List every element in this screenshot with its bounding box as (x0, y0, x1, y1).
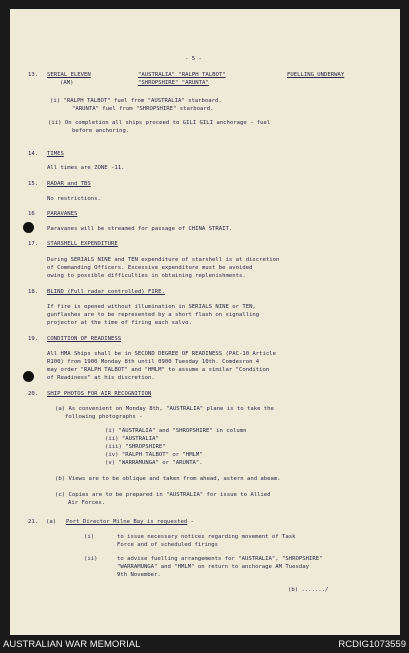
section-18-line2: gunflashes are to be represented by a short flash on signalling (47, 312, 260, 318)
section-14-title: TIMES (47, 151, 64, 157)
photo-item: (iii) "SHROPSHIRE" (105, 444, 166, 450)
section-19-line2: R100) from 1900 Monday 8th until 0900 Tuesday 10th. Comdesron 4 (47, 359, 260, 365)
section-16-title: PARAVANES (47, 211, 78, 217)
section-17-title: STARSHELL EXPENDITURE (47, 241, 118, 247)
section-13-number: 13. (28, 72, 39, 78)
section-20-title: SHIP PHOTOS FOR AIR RECOGNITION (47, 391, 152, 397)
section-17-number: 17. (28, 241, 39, 247)
section-20-a-line2: following photographs - (65, 414, 143, 420)
punch-hole (23, 371, 34, 382)
section-21-ii-line3: 9th November. (117, 572, 161, 578)
section-21-ii-line2: "WARRAMUNGA" and "HMLM" on return to anchorage AM Tuesday (117, 564, 309, 570)
section-19-line4: of Readiness" at his discretion. (47, 375, 155, 381)
footer-reference: RCDIG1073559 (338, 639, 406, 650)
section-21-a: (a) (46, 519, 57, 525)
section-13-heading-right: FUELLING UNDERWAY (287, 72, 345, 78)
section-13-item-ii-line1: (ii) On completion all ships proceed to GILI GILI anchorage - fuel (48, 120, 271, 126)
section-20-number: 20. (28, 391, 39, 397)
footer-source: AUSTRALIAN WAR MEMORIAL (3, 639, 141, 650)
section-21-dash: - (187, 519, 194, 525)
section-13-ships-bottom: "SHROPSHIRE" "ARUNTA" (138, 80, 209, 86)
section-16-number: 16 (28, 211, 35, 217)
section-17-line1: During SERIALS NINE and TEN expenditure of starshell is at discretion (47, 257, 280, 263)
section-16-text: Paravanes will be streamed for passage of CHINA STRAIT. (47, 226, 233, 232)
section-21-i-line2: Force and of scheduled firings (117, 542, 219, 548)
section-18-line3: projector at the time of firing each salvo. (47, 320, 192, 326)
photo-item: (ii) "AUSTRALIA" (105, 436, 159, 442)
section-19-number: 19. (28, 336, 39, 342)
section-13-title: SERIAL ELEVEN (47, 72, 91, 78)
section-19-line3: may order "RALPH TALBOT" and "HMLM" to assume a similar "Condition (47, 367, 270, 373)
section-15-number: 15. (28, 181, 39, 187)
section-20-b: (b) Views are to be oblique and taken from ahead, astern and abeam. (55, 476, 281, 482)
page-number: - 5 - (185, 56, 202, 62)
section-21-number: 21. (28, 519, 39, 525)
document-page (10, 9, 400, 635)
section-15-title: RADAR and TBS (47, 181, 91, 187)
section-14-number: 14. (28, 151, 39, 157)
section-18-title: BLIND (Full radar controlled) FIRE. (47, 289, 165, 295)
section-21-i-line1: to issue necessary notices regarding movement of Task (117, 534, 296, 540)
section-20-c-line2: Air Forces. (68, 500, 106, 506)
section-18-line1: If fire is opened without illumination in SERIALS NINE or TEN, (47, 304, 256, 310)
section-21-i-label: (i) (84, 534, 95, 540)
section-21-title (66, 519, 194, 526)
section-21-title-text: Port Director Milne Bay is requested (66, 519, 188, 525)
section-15-text: No restrictions. (47, 196, 101, 202)
section-21-ii-label: (ii) (84, 556, 98, 562)
section-13-item-i-line1: (i) "RALPH TALBOT" fuel from "AUSTRALIA" starboard. (50, 98, 222, 104)
punch-hole (23, 222, 34, 233)
section-20-c-line1: (c) Copies are to be prepared in "AUSTRALIA" for issue to Allied (55, 492, 271, 498)
photo-item: (v) "WARRAMUNGA" or "ARUNTA". (105, 460, 203, 466)
section-13-item-ii-line2: before anchoring. (72, 128, 130, 134)
photo-item: (i) "AUSTRALIA" and "SHROPSHIRE" in column (105, 428, 247, 434)
photo-item: (iv) "RALPH TALBOT" or "HMLM" (105, 452, 203, 458)
section-13-am: (AM) (60, 80, 74, 86)
section-19-title: CONDITION OF READINESS (47, 336, 122, 342)
section-21-ii-line1: to advise fuelling arrangements for "AUSTRALIA", "SHROPSHIRE" (117, 556, 323, 562)
section-13-item-i-line2: "ARUNTA" fuel from "SHROPSHIRE" starboard. (72, 106, 214, 112)
section-18-number: 18. (28, 289, 39, 295)
section-17-line3: owing to possible difficulties in obtaining replenishments. (47, 273, 246, 279)
section-13-ships-top: "AUSTRALIA" "RALPH TALBOT" (138, 72, 226, 78)
section-14-text: All times are ZONE -11. (47, 165, 125, 171)
section-19-line1: All HMA Ships shall be in SECOND DEGREE OF READINESS (PAC-10 Article (47, 351, 277, 357)
archive-footer (0, 635, 409, 653)
section-20-a-line1: (a) As convenient on Monday 8th, "AUSTRALIA" plane is to take the (55, 406, 274, 412)
continuation-marker: (b) ......./ (288, 587, 329, 593)
section-17-line2: of Commanding Officers. Excessive expenditure must be avoided (47, 265, 253, 271)
